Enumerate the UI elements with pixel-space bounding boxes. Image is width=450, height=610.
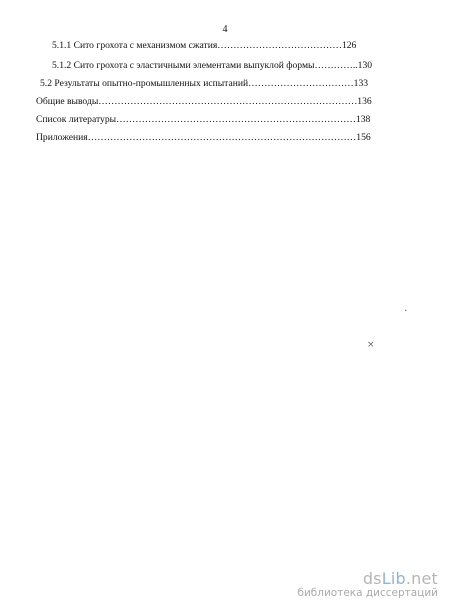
toc-entry-5-1-2: 5.1.2 Сито грохота с эластичными элементами выпуклой формы…………..130 [52, 60, 373, 71]
toc-entry-5-1-1: 5.1.1 Сито грохота с механизмом сжатия…………………………………126 [52, 40, 357, 51]
watermark [297, 570, 438, 600]
page-number: 4 [222, 24, 228, 35]
stray-cross: × [367, 340, 375, 350]
toc-entry-appendices: Приложения…………………………………………………………………………156 [36, 132, 371, 143]
toc-entry-references: Список литературы…………………………………………………………………138 [36, 114, 371, 125]
watermark-logo-net: .net [405, 569, 438, 588]
watermark-logo-ds: ds [362, 569, 382, 588]
watermark-logo-lib: Lib [381, 569, 406, 588]
watermark-logo [297, 570, 438, 587]
watermark-subtitle: библиотека диссертаций [297, 587, 438, 599]
toc-entry-5-2: 5.2 Результаты опытно-промышленных испытаний……………………………133 [40, 78, 369, 89]
stray-dot: . [404, 301, 408, 314]
toc-entry-general-conclusions: Общие выводы………………………………………………………………………136 [36, 96, 372, 107]
